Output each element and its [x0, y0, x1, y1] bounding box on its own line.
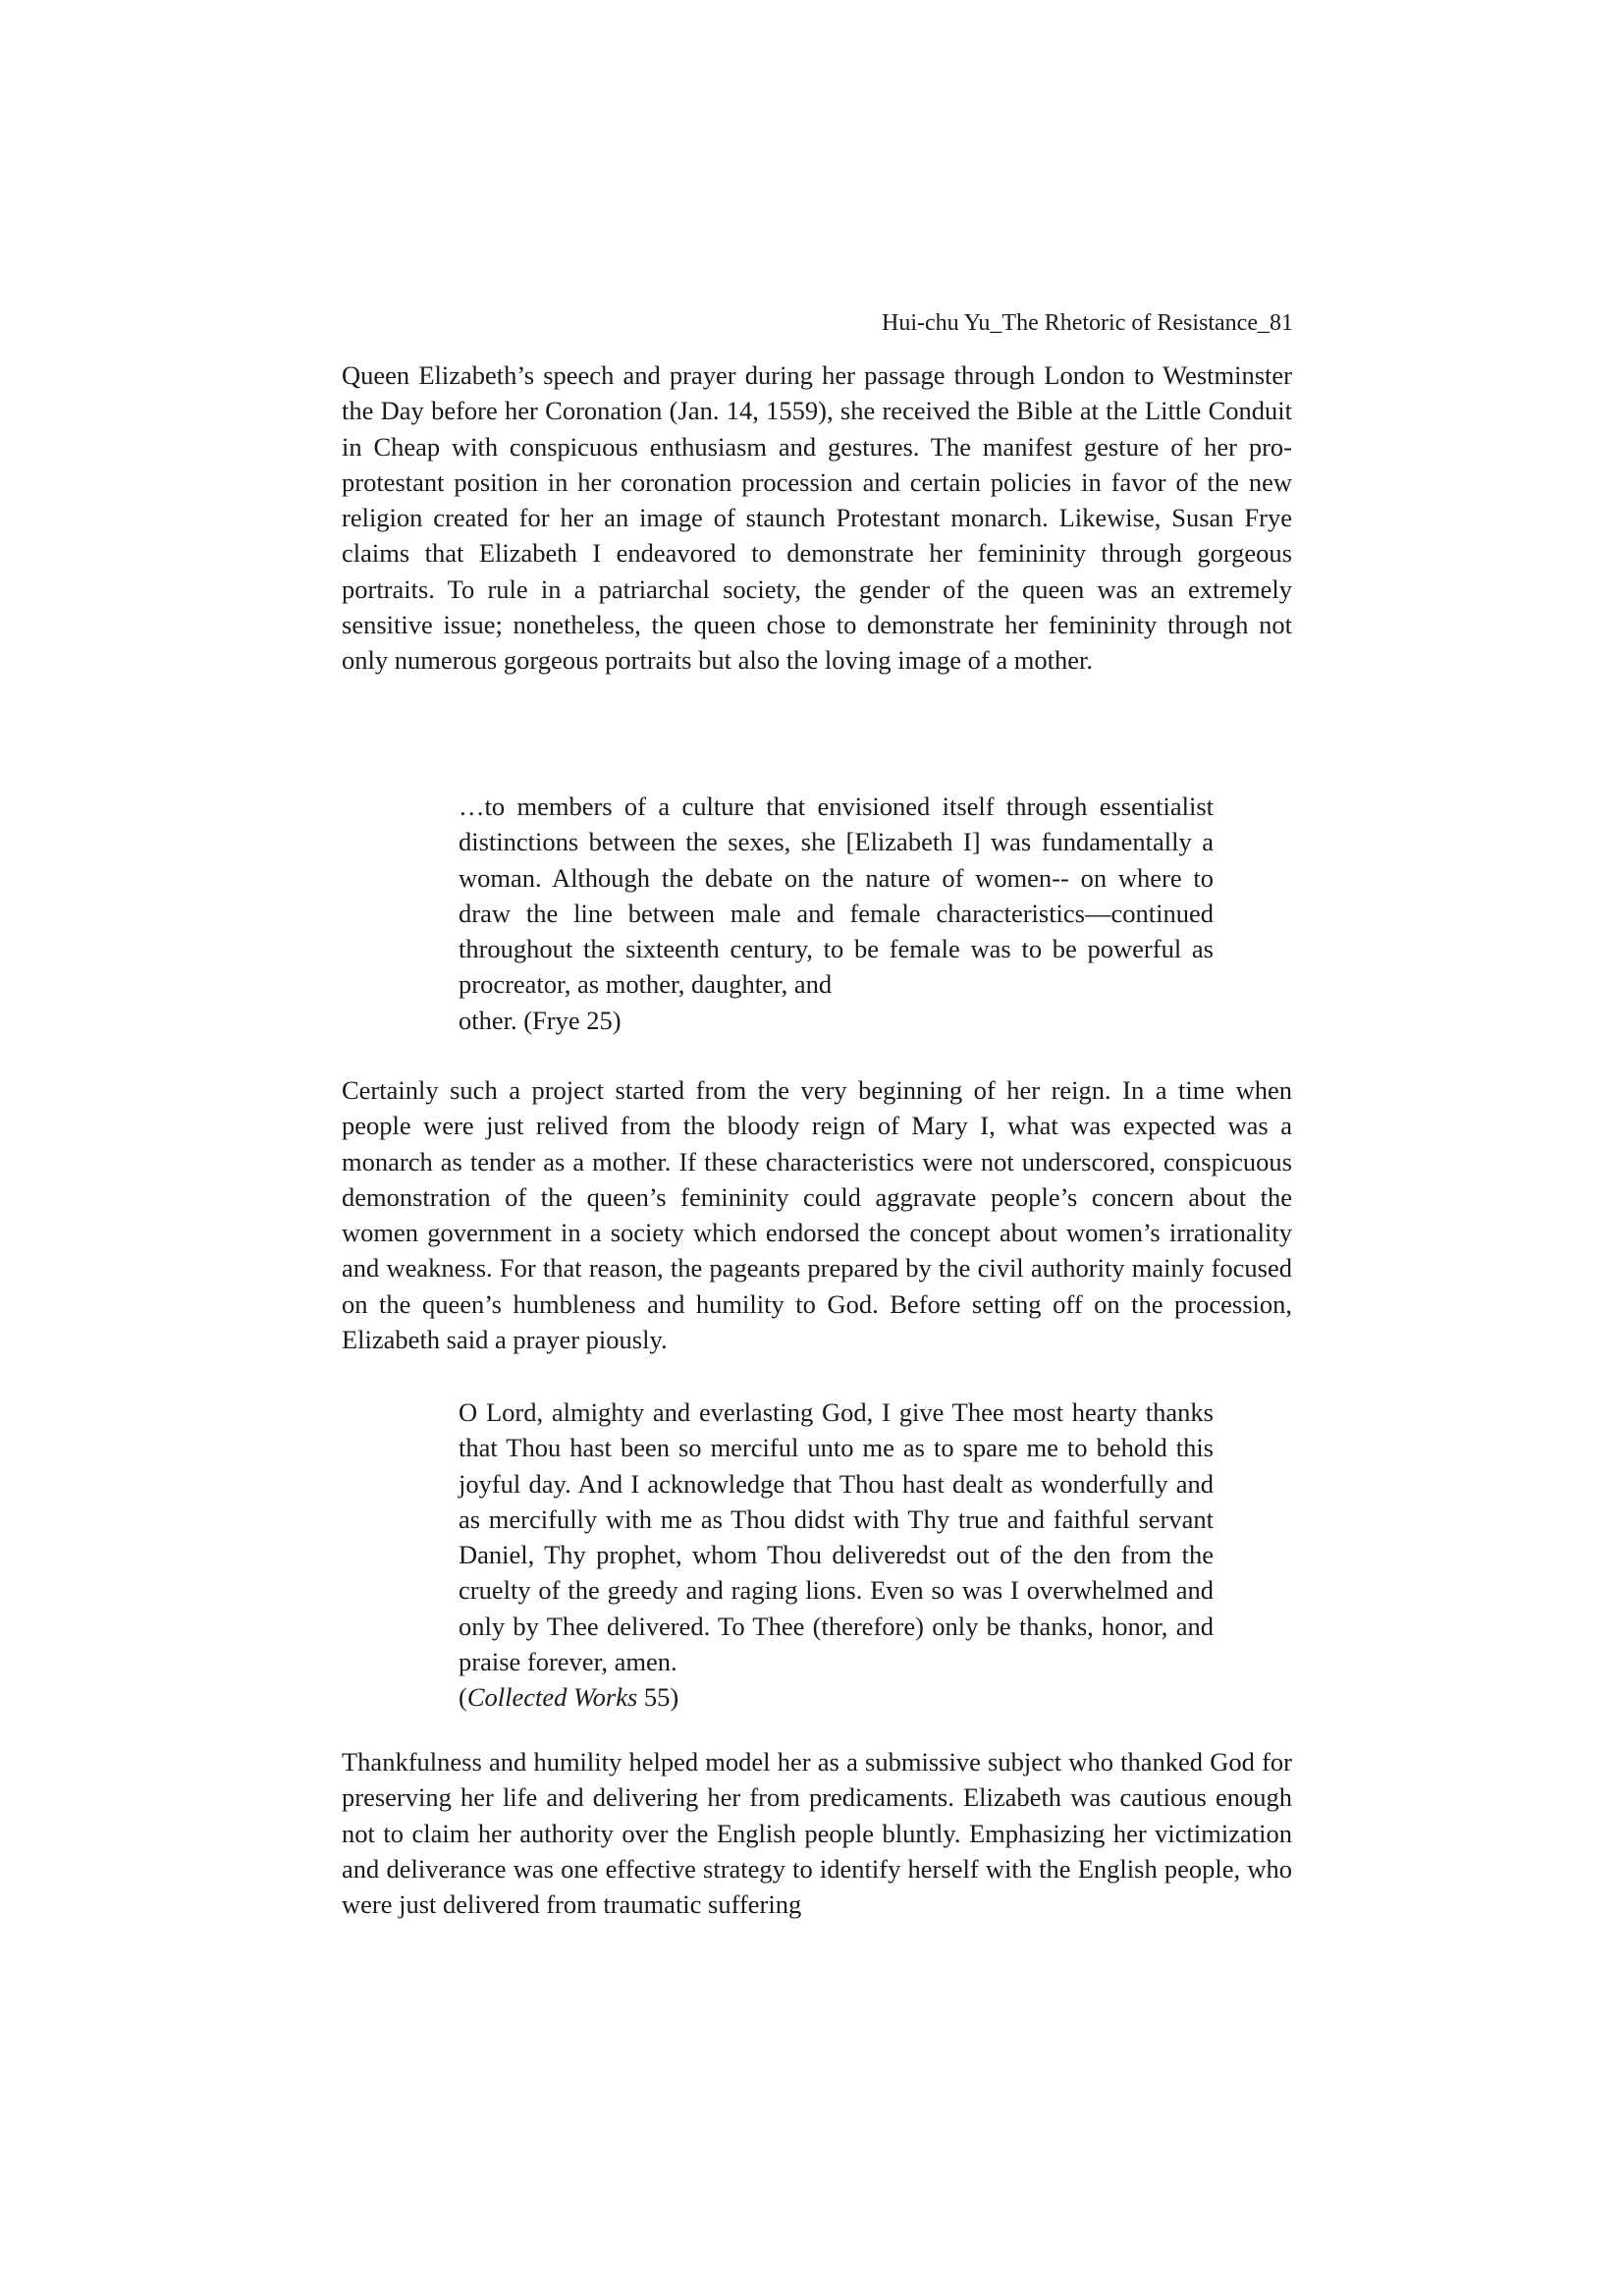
citation-open-paren: (: [459, 1682, 467, 1713]
block-quote-prayer: [459, 1394, 1214, 1716]
block-quote-frye: [459, 789, 1214, 1038]
paragraph-3: Thankfulness and humility helped model her as a submissive subject who thanked God for preserving her life and delivering her from predicaments. Elizabeth was cautious enough not to claim her authority over the English people bluntly. Emphasizing her victimization and deliverance was one effective strategy to identify herself with the English people, who were just delivered from traumatic suffering: [342, 1747, 1292, 1920]
citation-title: Collected Works: [466, 1682, 638, 1713]
block-quote-frye-text: …to members of a culture that envisioned itself through essentialist distinctions between the sexes, she [Elizabeth I] was fundamentally a woman. Although the debate on the nature of women-- on where to draw the line between male and female characteristics—continued throughout the sixteenth century, to be female was to be powerful as procreator, as mother, daughter, and: [459, 792, 1214, 1000]
paragraph-1: Queen Elizabeth’s speech and prayer during her passage through London to Westminster the Day before her Coronation (Jan. 14, 1559), she received the Bible at the Little Conduit in Cheap with conspicuous enthusiasm and gestures. The manifest gesture of her pro-protestant position in her coronation procession and certain policies in favor of the new religion created for her an image of staunch Protestant monarch. Likewise, Susan Frye claims that Elizabeth I endeavored to demonstrate her femininity through gorgeous portraits. To rule in a patriarchal society, the gender of the queen was an extremely sensitive issue; nonetheless, the queen chose to demonstrate her femininity through not only numerous gorgeous portraits but also the loving image of a mother.: [342, 360, 1292, 676]
running-head: Hui-chu Yu_The Rhetoric of Resistance_81: [881, 310, 1293, 336]
block-quote-prayer-text: O Lord, almighty and everlasting God, I give Thee most hearty thanks that Thou hast been so merciful unto me as to spare me to behold this joyful day. And I acknowledge that Thou hast dealt as wonderfully and as mercifully with me as Thou didst with Thy true and faithful servant Daniel, Thy prophet, whom Thou deliveredst out of the den from the cruelty of the greedy and raging lions. Even so was I overwhelmed and only by Thee delivered. To Thee (therefore) only be thanks, honor, and praise forever, amen.: [459, 1397, 1214, 1677]
block-quote-prayer-citation: [459, 1679, 1214, 1715]
paragraph-2: Certainly such a project started from the very beginning of her reign. In a time when people were just relived from the bloody reign of Mary I, what was expected was a monarch as tender as a mother. If these characteristics were not underscored, conspicuous demonstration of the queen’s femininity could aggravate people’s concern about the women government in a society which endorsed the concept about women’s irrationality and weakness. For that reason, the pageants prepared by the civil authority mainly focused on the queen’s humbleness and humility to God. Before setting off on the procession, Elizabeth said a prayer piously.: [342, 1075, 1292, 1355]
block-quote-frye-citation: other. (Frye 25): [459, 1005, 622, 1035]
citation-page: 55): [637, 1682, 679, 1713]
